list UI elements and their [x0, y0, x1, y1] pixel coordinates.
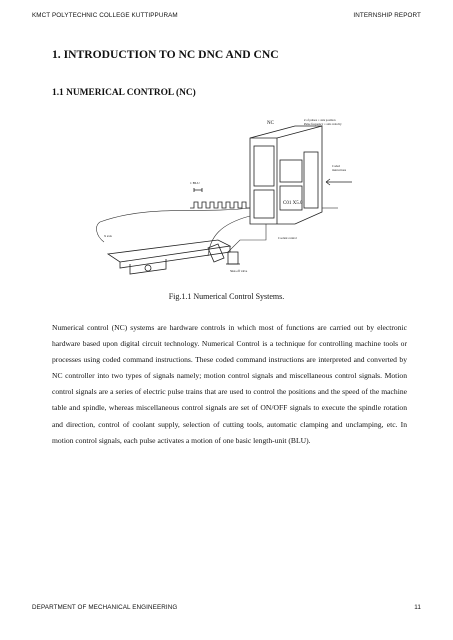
shutoff-valve [226, 252, 240, 264]
valve-label: Shut-off valve [230, 269, 248, 273]
coded-label: Coded [332, 164, 340, 168]
page-header [32, 12, 421, 19]
chapter-heading: 1. INTRODUCTION TO NC DNC AND CNC [52, 48, 279, 61]
instruction-arrow [326, 179, 352, 185]
signal-wires [97, 208, 338, 256]
page-number: 11 [414, 604, 421, 611]
blu-label: 1 BLU [190, 181, 200, 185]
nc-system-diagram [90, 112, 370, 282]
pulse-train [190, 188, 250, 208]
pulses-label: # of pulses = axis position [304, 118, 336, 122]
coolant-label: Coolant control [278, 236, 297, 240]
nc-controller-cabinet [250, 126, 322, 224]
frequency-label: Pulse frequency = axis velocity [304, 122, 342, 126]
machine-table [108, 240, 230, 274]
page-footer [32, 604, 421, 611]
section-heading: 1.1 NUMERICAL CONTROL (NC) [52, 88, 196, 98]
header-college: KMCT POLYTECHNIC COLLEGE KUTTIPPURAM [32, 12, 178, 19]
body-paragraph: Numerical control (NC) systems are hardware controls in which most of functions are carried out by electronic hardware based upon digital circuit technology. Numerical Control is a technique for controlling machine tools or processes using coded command instructions. These coded command instructions are interpreted and converted by NC controller into two types of signals namely; motion control signals and miscellaneous control signals. Motion control signals are a series of electric pulse trains that are used to control the positions and the speed of the machine table and spindle, whereas miscellaneous control signals are set of ON/OFF signals to execute the spindle rotation and direction, control of coolant supply, selection of cutting tools, automatic clamping and unclamping, etc. In motion control signals, each pulse activates a motion of one basic length-unit (BLU). [52, 323, 407, 445]
nc-label: NC [267, 121, 274, 126]
axis-label: X axis [104, 234, 112, 238]
instructions-label: instructions [332, 168, 346, 172]
figure-caption: Fig.1.1 Numerical Control Systems. [168, 292, 285, 301]
footer-department: DEPARTMENT OF MECHANICAL ENGINEERING [32, 604, 178, 611]
program-code-label: C01 X5.0 [283, 201, 303, 206]
header-report-title: INTERNSHIP REPORT [353, 12, 421, 19]
